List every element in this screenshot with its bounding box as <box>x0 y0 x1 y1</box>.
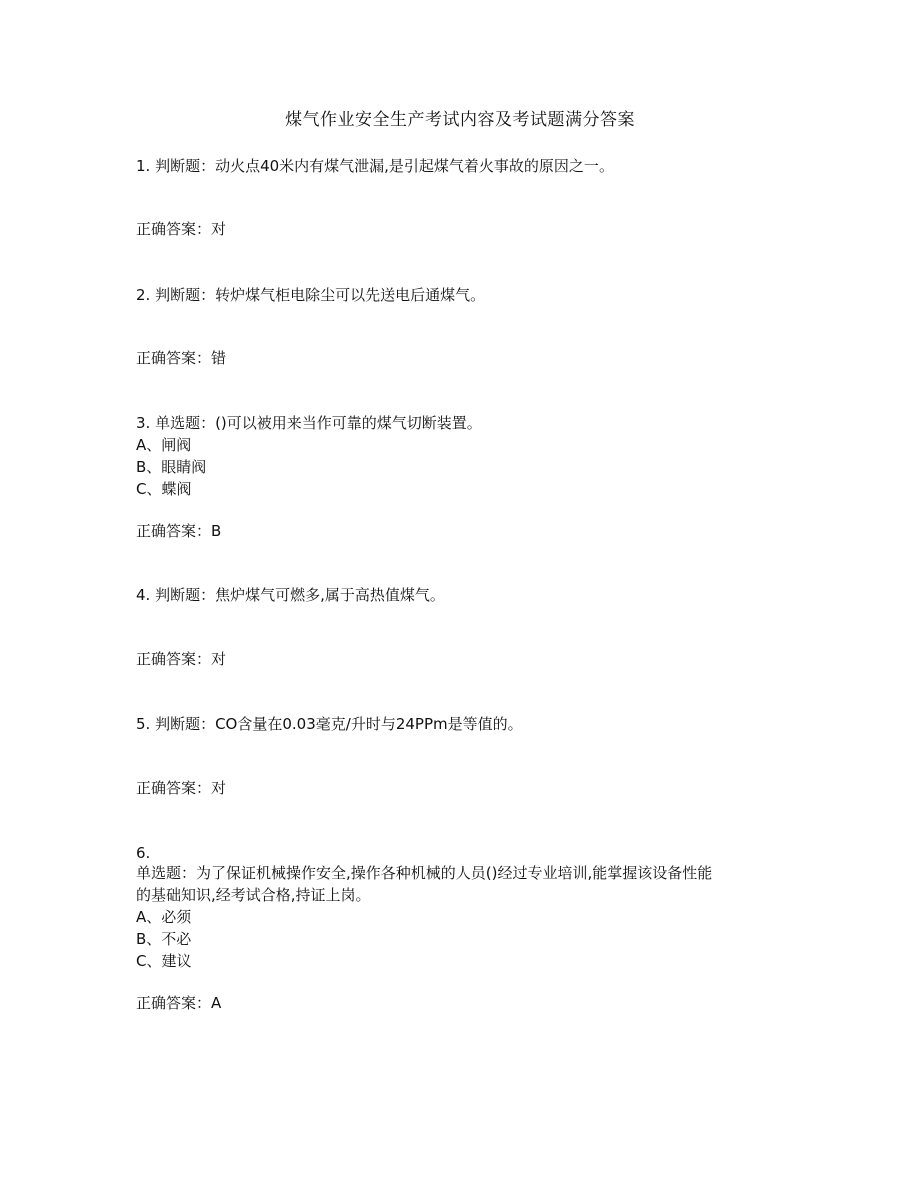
question-3-option-a: A、闸阀 <box>136 436 192 454</box>
question-6-text-line-2: 的基础知识,经考试合格,持证上岗。 <box>136 886 371 904</box>
question-6-text-line-1: 单选题：为了保证机械操作安全,操作各种机械的人员()经过专业培训,能掌握该设备性能 <box>136 864 713 882</box>
question-2-text: 2. 判断题：转炉煤气柜电除尘可以先送电后通煤气。 <box>136 286 486 304</box>
question-3-option-c: C、蝶阀 <box>136 480 192 498</box>
question-4-text: 4. 判断题：焦炉煤气可燃多,属于高热值煤气。 <box>136 586 445 604</box>
question-6-number: 6. <box>136 844 151 862</box>
question-3-answer: 正确答案：B <box>136 522 222 540</box>
question-1-answer: 正确答案：对 <box>136 220 227 238</box>
question-3-option-b: B、眼睛阀 <box>136 458 207 476</box>
question-3-text: 3. 单选题：()可以被用来当作可靠的煤气切断装置。 <box>136 414 482 432</box>
question-5-text: 5. 判断题：CO含量在0.03毫克/升时与24PPm是等值的。 <box>136 715 523 733</box>
question-1-text: 1. 判断题：动火点40米内有煤气泄漏,是引起煤气着火事故的原因之一。 <box>136 157 614 175</box>
question-5-answer: 正确答案：对 <box>136 779 227 797</box>
question-2-answer: 正确答案：错 <box>136 349 227 367</box>
question-6-option-b: B、不必 <box>136 930 192 948</box>
document-title: 煤气作业安全生产考试内容及考试题满分答案 <box>285 110 635 130</box>
question-6-option-c: C、建议 <box>136 952 192 970</box>
question-6-option-a: A、必须 <box>136 908 192 926</box>
question-4-answer: 正确答案：对 <box>136 650 227 668</box>
question-6-answer: 正确答案：A <box>136 994 222 1012</box>
